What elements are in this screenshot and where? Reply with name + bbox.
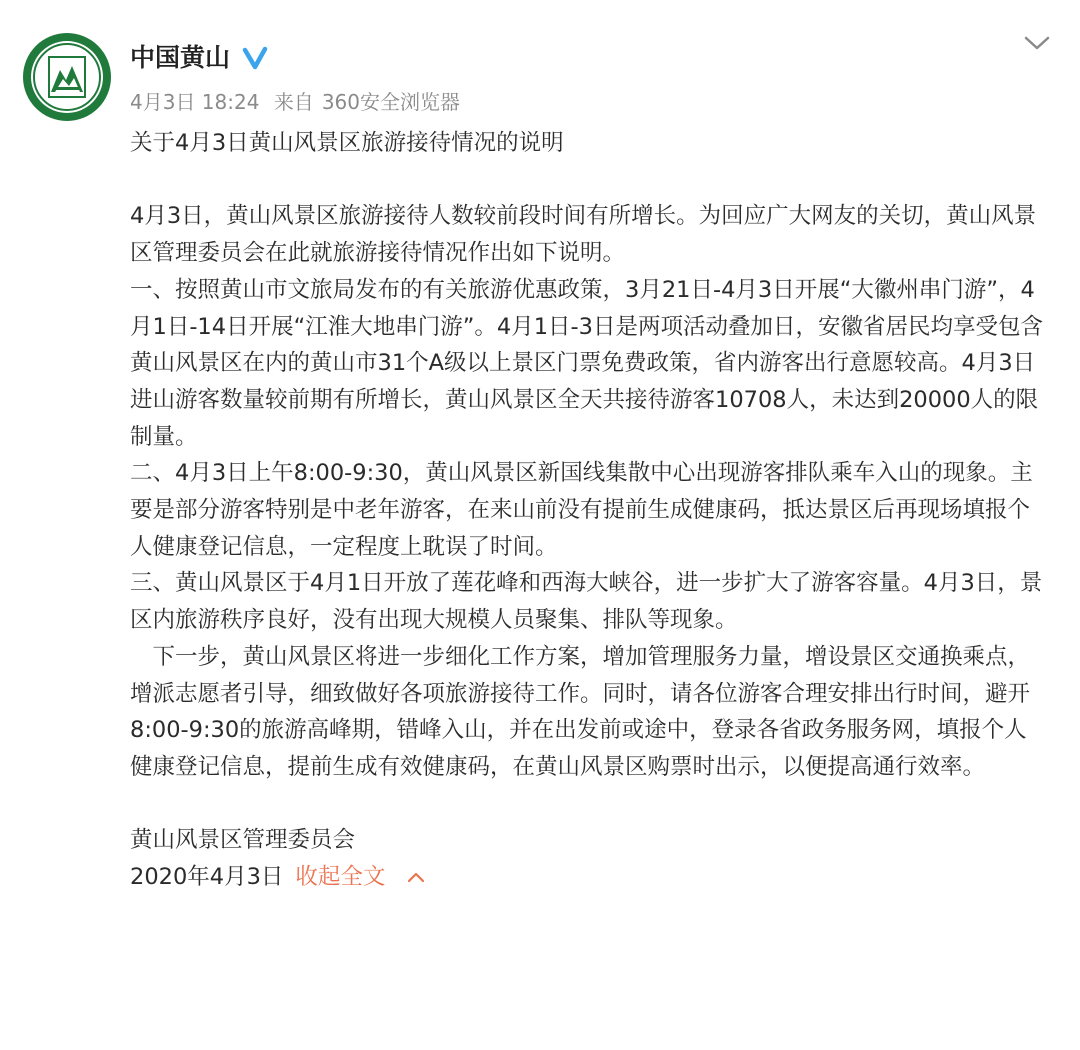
signature: 黄山风景区管理委员会 [130, 827, 356, 854]
collapse-text-link[interactable]: 收起全文 [295, 864, 386, 891]
paragraph-5: 下一步，黄山风景区将进一步细化工作方案，增加管理服务力量，增设景区交通换乘点，增派志愿者引导，细致做好各项旅游接待工作。同时，请各位游客合理安排出行时间，避开8:00-9:30的旅游高峰期，错峰入山，并在出发前或途中，登录各省政务服务网，填报个人健康登记信息，提前生成有效健康码，在黄山风景区购票时出示，以便提高通行效率。 [130, 643, 1031, 780]
post-title: 关于4月3日黄山风景区旅游接待情况的说明 [130, 130, 564, 156]
sign-date: 2020年4月3日 [130, 864, 284, 891]
source-prefix: 来自 [273, 90, 314, 114]
chevron-down-icon [1020, 30, 1054, 56]
menu-button[interactable] [1020, 30, 1054, 56]
paragraph-2: 一、按照黄山市文旅局发布的有关旅游优惠政策，3月21日-4月3日开展“大徽州串门游”，4月1日-14日开展“江淮大地串门游”。4月1日-3日是两项活动叠加日，安徽省居民均享受包含黄山风景区在内的黄山市31个A级以上景区门票免费政策，省内游客出行意愿较高。4月3日进山游客数量较前期有所增长，黄山风景区全天共接待游客10708人，未达到20000人的限制量。 [130, 276, 1043, 450]
post-date[interactable]: 4月3日 18:24 [130, 90, 260, 114]
avatar[interactable] [22, 32, 112, 122]
paragraph-4: 三、黄山风景区于4月1日开放了莲花峰和西海大峡谷，进一步扩大了游客容量。4月3日，景区内旅游秩序良好，没有出现大规模人员聚集、排队等现象。 [130, 570, 1043, 634]
paragraph-1: 4月3日，黄山风景区旅游接待人数较前段时间有所增长。为回应广大网友的关切，黄山风景区管理委员会在此就旅游接待情况作出如下说明。 [130, 203, 1037, 267]
username-row [130, 38, 268, 78]
spacer [130, 786, 1045, 823]
post-source: 360安全浏览器 [321, 90, 460, 114]
username[interactable]: 中国黄山 [130, 43, 231, 72]
verified-icon [242, 45, 268, 71]
post-meta [130, 84, 468, 120]
chevron-up-icon[interactable] [407, 871, 425, 883]
post-content [130, 125, 1045, 896]
spacer [130, 162, 1045, 199]
sign-date-row [130, 859, 1045, 896]
paragraph-3: 二、4月3日上午8:00-9:30，黄山风景区新国线集散中心出现游客排队乘车入山的现象。主要是部分游客特别是中老年游客，在来山前没有提前生成健康码，抵达景区后再现场填报个人健康登记信息，一定程度上耽误了时间。 [130, 460, 1033, 560]
huangshan-logo-icon [22, 32, 112, 122]
